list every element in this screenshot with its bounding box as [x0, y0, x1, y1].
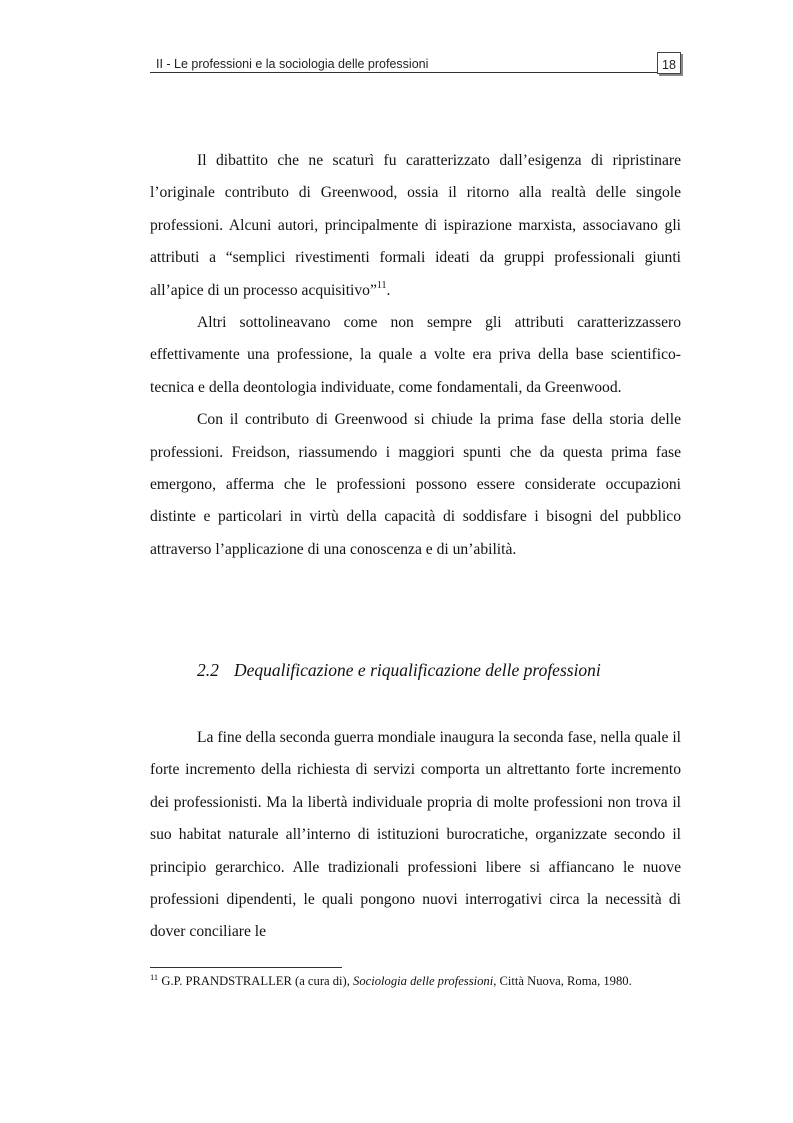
footnote — [150, 974, 681, 989]
paragraph-1 — [150, 145, 681, 307]
paragraph-1-text: Il dibattito che ne scaturì fu caratterizzato dall’esigenza di ripristinare l’originale contributo di Greenwood, ossia il ritorno alla realtà delle singole professioni. Alcuni autori, principalmente di ispirazione marxista, associavano gli attributi a “semplici rivestimenti formali ideati da gruppi professionali giunti all’apice di un processo acquisitivo” — [150, 152, 681, 299]
paragraph-2: Altri sottolineavano come non sempre gli attributi caratterizzassero effettivamente una professione, la quale a volte era priva della base scientifico-tecnica e della deontologia individuate, come fondamentali, da Greenwood. — [150, 314, 681, 396]
section-heading — [197, 660, 601, 681]
text-block-section — [150, 722, 681, 949]
paragraph-1-end: . — [386, 281, 391, 299]
footnote-book-title: Sociologia delle professioni — [353, 974, 494, 988]
paragraph-3: Con il contributo di Greenwood si chiude la prima fase della storia delle professioni. Freidson, riassumendo i maggiori spunti che da questa prima fase emergono, afferma che le professioni possono essere considerate occupazioni distinte e particolari in virtù della capacità di soddisfare i bisogni del pubblico attraverso l’applicazione di una conoscenza e di un’abilità. — [150, 411, 681, 558]
footnote-number: 11 — [150, 972, 159, 982]
footnote-rule — [150, 967, 342, 968]
footnote-publisher: , Città Nuova, Roma, 1980. — [493, 974, 632, 988]
chapter-title: II - Le professioni e la sociologia delle professioni — [156, 57, 429, 71]
page-header — [150, 52, 681, 73]
text-block-top — [150, 145, 681, 566]
section-number: 2.2 — [197, 660, 219, 680]
paragraph-4: La fine della seconda guerra mondiale inaugura la seconda fase, nella quale il forte incremento della richiesta di servizi comporta un altrettanto forte incremento dei professionisti. Ma la libertà individuale propria di molte professioni non trova il suo habitat naturale all’interno di istituzioni burocratiche, organizzate secondo il principio gerarchico. Alle tradizionali professioni libere si affiancano le nuove professioni dipendenti, le quali pongono nuovi interrogativi circa la necessità di dover conciliare le — [150, 729, 681, 941]
header-rule — [150, 72, 658, 73]
footnote-author: G.P. PRANDSTRALLER (a cura di), — [161, 974, 350, 988]
page-number: 18 — [657, 52, 681, 74]
section-title: Dequalificazione e riqualificazione delle professioni — [234, 660, 601, 680]
footnote-reference: 11 — [376, 279, 387, 291]
